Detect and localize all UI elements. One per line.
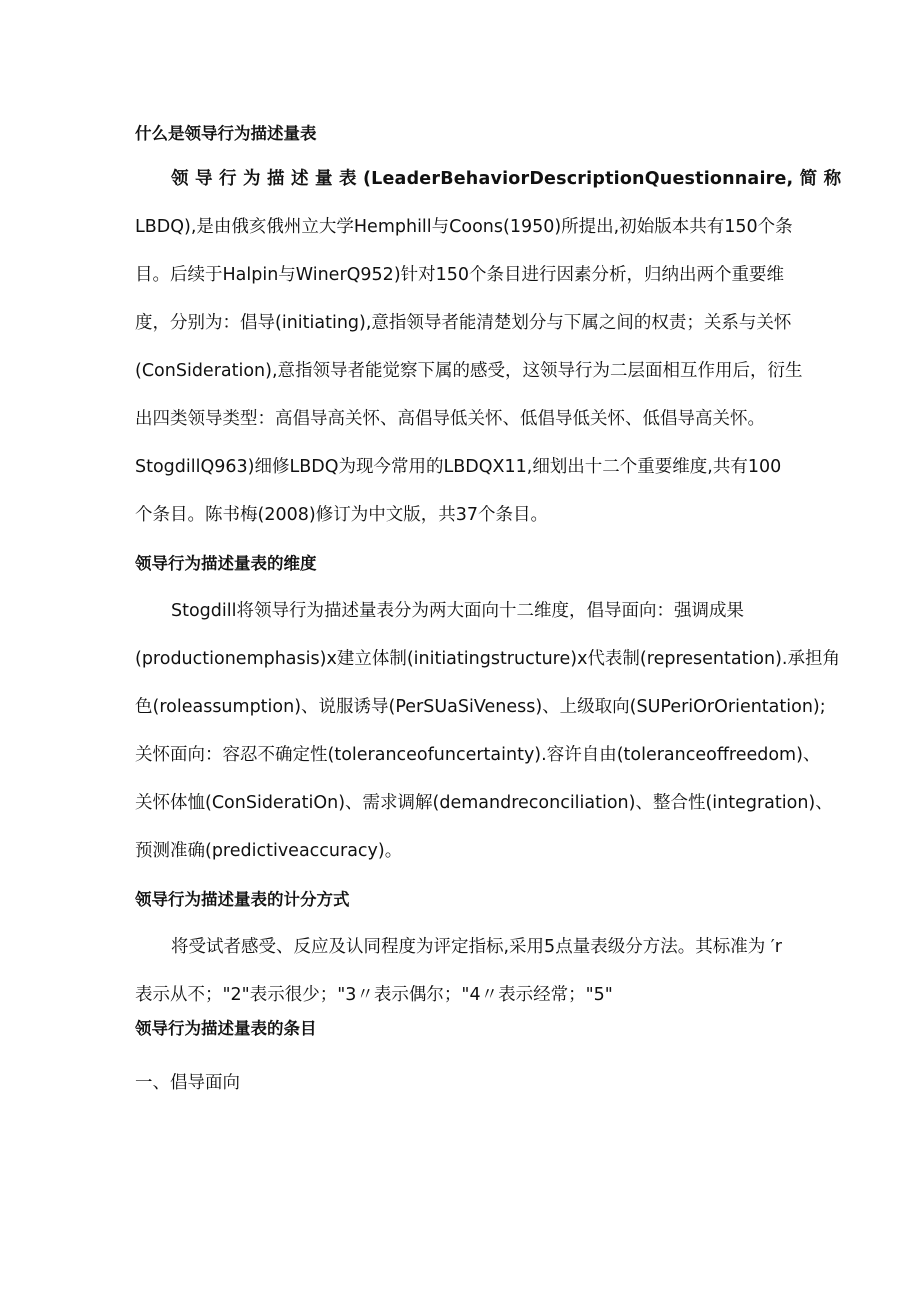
item-subheading-initiating: 一、倡导面向 [135,1073,240,1093]
intro-line-4: 度，分别为：倡导(initiating),意指领导者能清楚划分与下属之间的权责；关系与关怀 [135,313,792,333]
section-heading-what-is-lbdq: 什么是领导行为描述量表 [135,124,317,143]
intro-line-3: 目。后续于Halpin与WinerQ952)针对150个条目进行因素分析，归纳出两个重要维 [135,265,785,285]
intro-line-8: 个条目。陈书梅(2008)修订为中文版，共37个条目。 [135,505,548,525]
section-heading-items: 领导行为描述量表的条目 [135,1019,317,1038]
intro-line-1: 领 导 行 为 描 述 量 表 (LeaderBehaviorDescriptionQuestionnaire, 简 称 [171,169,842,189]
dimension-line-6: 预测准确(predictiveaccuracy)。 [135,841,403,861]
section-heading-scoring: 领导行为描述量表的计分方式 [135,890,350,909]
dimension-line-1: Stogdill将领导行为描述量表分为两大面向十二维度，倡导面向：强调成果 [171,601,744,621]
dimension-line-5: 关怀体恤(ConSideratiOn)、需求调解(demandreconciliation)、整合性(integration)、 [135,793,833,813]
scoring-line-1: 将受试者感受、反应及认同程度为评定指标,采用5点量表级分方法。其标准为 ′r [171,937,782,957]
section-heading-dimensions: 领导行为描述量表的维度 [135,554,317,573]
intro-line-7: StogdillQ963)细修LBDQ为现今常用的LBDQX11,细划出十二个重要维度,共有100 [135,457,782,477]
intro-line-6: 出四类领导类型：高倡导高关怀、高倡导低关怀、低倡导低关怀、低倡导高关怀。 [135,409,765,429]
dimension-line-2: (productionemphasis)x建立体制(initiatingstructure)x代表制(representation).承担角 [135,649,840,669]
intro-line-2: LBDQ),是由俄亥俄州立大学Hemphill与Coons(1950)所提出,初始版本共有150个条 [135,217,793,237]
scoring-line-2: 表示从不；"2"表示很少；"3〃表示偶尔；"4〃表示经常；"5" [135,985,613,1005]
intro-line-5: (ConSideration),意指领导者能觉察下属的感受，这领导行为二层面相互作用后，衍生 [135,361,803,381]
dimension-line-3: 色(roleassumption)、说服诱导(PerSUaSiVeness)、上级取向(SUPeriOrOrientation); [135,697,826,717]
dimension-line-4: 关怀面向：容忍不确定性(toleranceofuncertainty).容许自由(toleranceoffreedom)、 [135,745,821,765]
